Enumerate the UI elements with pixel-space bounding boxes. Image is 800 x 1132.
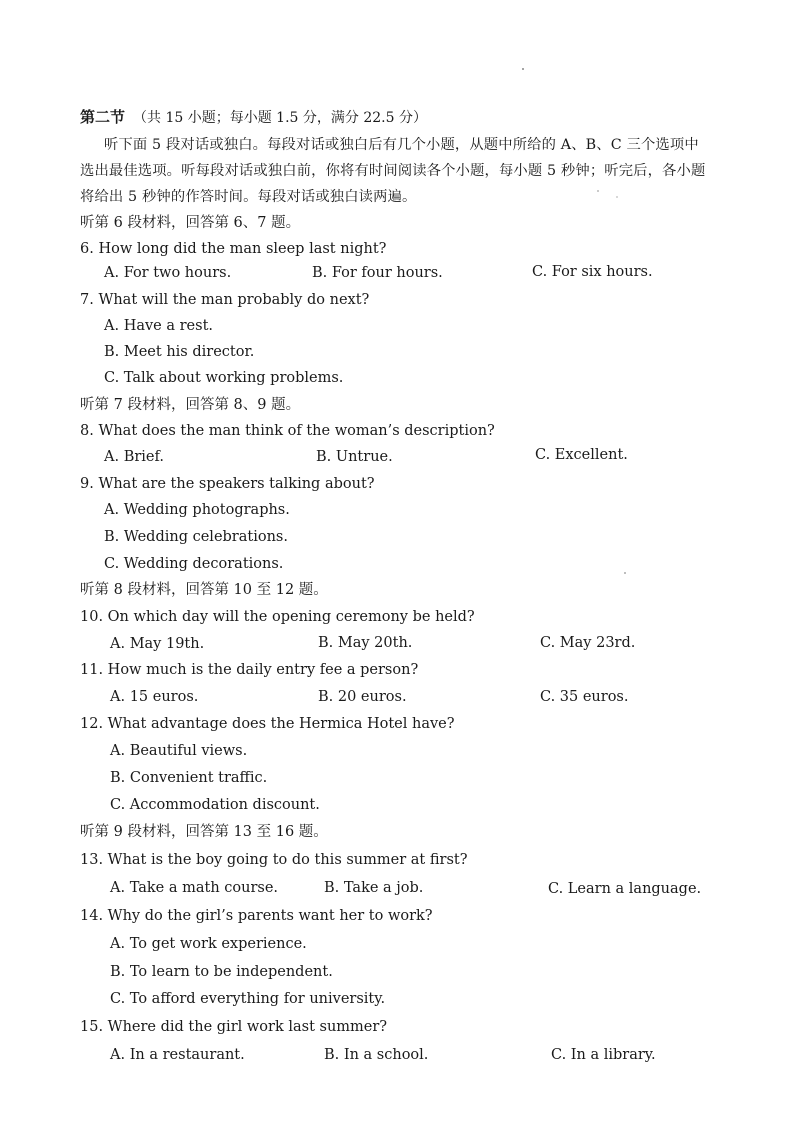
q11-option-c: C. 35 euros. <box>540 689 629 705</box>
q8-option-c: C. Excellent. <box>535 447 628 463</box>
scan-speck <box>624 572 626 574</box>
q15-option-c: C. In a library. <box>551 1047 656 1063</box>
q9-option-b: B. Wedding celebrations. <box>104 529 288 545</box>
q8-option-a: A. Brief. <box>104 449 164 465</box>
group-label-8: 听第 8 段材料，回答第 10 至 12 题。 <box>80 582 328 598</box>
instructions-line-2: 选出最佳选项。听每段对话或独白前，你将有时间阅读各个小题，每小题 5 秒钟；听完后，各小题 <box>80 163 706 179</box>
q12-option-a: A. Beautiful views. <box>110 743 248 759</box>
q14-option-a: A. To get work experience. <box>110 936 307 952</box>
q10-option-b: B. May 20th. <box>318 635 413 651</box>
q15-option-b: B. In a school. <box>324 1047 429 1063</box>
q14-option-b: B. To learn to be independent. <box>110 964 333 980</box>
q13-option-b: B. Take a job. <box>324 880 424 896</box>
question-8: 8. What does the man think of the woman’s description? <box>80 423 495 439</box>
q6-option-b: B. For four hours. <box>312 265 443 281</box>
q11-option-a: A. 15 euros. <box>110 689 199 705</box>
question-9: 9. What are the speakers talking about? <box>80 476 375 492</box>
q13-option-a: A. Take a math course. <box>110 880 279 896</box>
section-score: （共 15 小题；每小题 1.5 分，满分 22.5 分） <box>133 110 427 126</box>
section-header <box>80 108 427 127</box>
question-10: 10. On which day will the opening ceremony be held? <box>80 609 475 625</box>
q6-option-c: C. For six hours. <box>532 264 653 280</box>
question-15: 15. Where did the girl work last summer? <box>80 1019 388 1035</box>
q10-option-a: A. May 19th. <box>110 636 205 652</box>
q11-option-b: B. 20 euros. <box>318 689 407 705</box>
scan-speck <box>597 190 599 192</box>
instructions-line-3: 将给出 5 秒钟的作答时间。每段对话或独白读两遍。 <box>80 189 417 205</box>
group-label-9: 听第 9 段材料，回答第 13 至 16 题。 <box>80 824 328 840</box>
question-11: 11. How much is the daily entry fee a person? <box>80 662 419 678</box>
q6-option-a: A. For two hours. <box>104 265 232 281</box>
q8-option-b: B. Untrue. <box>316 449 393 465</box>
q7-option-b: B. Meet his director. <box>104 344 255 360</box>
q7-option-a: A. Have a rest. <box>104 318 214 334</box>
question-6: 6. How long did the man sleep last night? <box>80 241 387 257</box>
q13-option-c: C. Learn a language. <box>548 881 702 897</box>
q14-option-c: C. To afford everything for university. <box>110 991 386 1007</box>
question-14: 14. Why do the girl’s parents want her to work? <box>80 908 433 924</box>
group-label-6: 听第 6 段材料，回答第 6、7 题。 <box>80 215 301 231</box>
question-7: 7. What will the man probably do next? <box>80 292 370 308</box>
question-12: 12. What advantage does the Hermica Hotel have? <box>80 716 455 732</box>
question-13: 13. What is the boy going to do this summer at first? <box>80 852 468 868</box>
q12-option-c: C. Accommodation discount. <box>110 797 320 813</box>
section-title: 第二节 <box>80 108 126 126</box>
scan-speck <box>616 196 618 198</box>
q9-option-c: C. Wedding decorations. <box>104 556 284 572</box>
scan-speck <box>522 68 524 70</box>
q9-option-a: A. Wedding photographs. <box>104 502 290 518</box>
q10-option-c: C. May 23rd. <box>540 635 636 651</box>
group-label-7: 听第 7 段材料，回答第 8、9 题。 <box>80 397 301 413</box>
q7-option-c: C. Talk about working problems. <box>104 370 344 386</box>
q15-option-a: A. In a restaurant. <box>110 1047 245 1063</box>
q12-option-b: B. Convenient traffic. <box>110 770 268 786</box>
instructions-line-1: 听下面 5 段对话或独白。每段对话或独白后有几个小题，从题中所给的 A、B、C 三个选项中 <box>104 137 699 153</box>
